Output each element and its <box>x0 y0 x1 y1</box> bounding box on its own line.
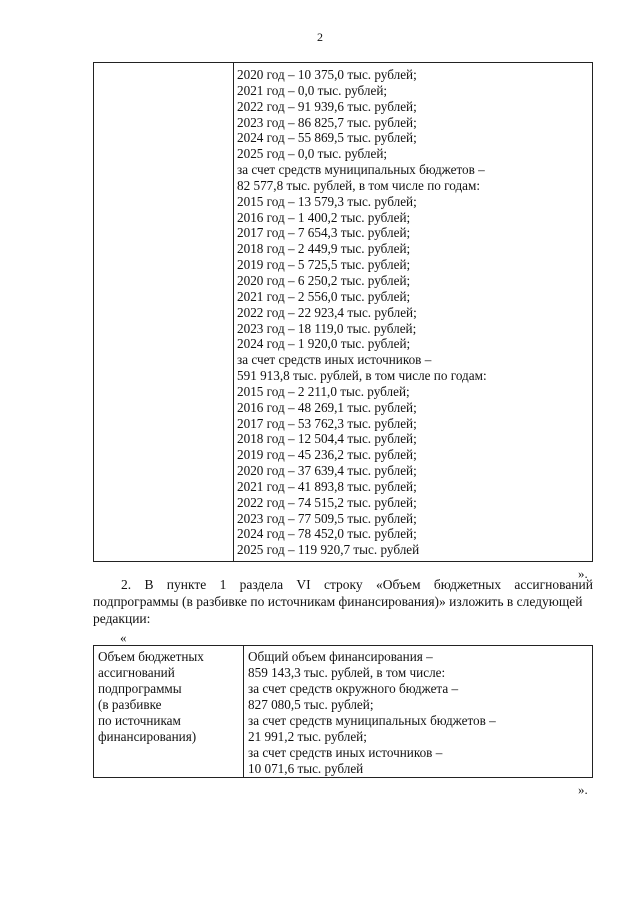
label-line: Объем бюджетных <box>98 649 204 664</box>
label-line: подпрограммы <box>98 681 182 696</box>
funding-line: за счет средств муниципальных бюджетов – <box>237 162 485 178</box>
value-line: 859 143,3 тыс. рублей, в том числе: <box>248 665 446 680</box>
label-line: финансирования) <box>98 729 197 744</box>
funding-line: 2021 год – 41 893,8 тыс. рублей; <box>237 478 417 494</box>
funding-line: 2021 год – 0,0 тыс. рублей; <box>237 82 388 98</box>
row-value-cell <box>248 649 588 777</box>
page-number: 2 <box>317 30 323 44</box>
funding-line: 2016 год – 48 269,1 тыс. рублей; <box>237 399 417 415</box>
funding-line: 2016 год – 1 400,2 тыс. рублей; <box>237 209 411 225</box>
funding-line: 2022 год – 91 939,6 тыс. рублей; <box>237 98 417 114</box>
funding-line: 2024 год – 55 869,5 тыс. рублей; <box>237 130 417 146</box>
funding-line: 2015 год – 2 211,0 тыс. рублей; <box>237 383 410 399</box>
label-line: ассигнований <box>98 665 175 680</box>
paragraph-line: редакции: <box>93 611 151 626</box>
closing-quote: ». <box>578 566 588 581</box>
funding-line: 2020 год – 6 250,2 тыс. рублей; <box>237 272 411 288</box>
label-line: по источникам <box>98 713 181 728</box>
funding-line: 2022 год – 74 515,2 тыс. рублей; <box>237 494 417 510</box>
opening-quote: « <box>120 630 127 645</box>
value-line: 10 071,6 тыс. рублей <box>248 761 364 776</box>
paragraph-line: 2. В пункте 1 раздела VI строку «Объем бюджетных ассигнований <box>121 577 593 592</box>
paragraph-line: подпрограммы (в разбивке по источникам финансирования)» изложить в следующей <box>93 594 583 609</box>
funding-line: 2018 год – 12 504,4 тыс. рублей; <box>237 431 417 447</box>
funding-line: 2020 год – 10 375,0 тыс. рублей; <box>237 67 417 82</box>
closing-quote: ». <box>578 782 588 797</box>
funding-line: 2024 год – 1 920,0 тыс. рублей; <box>237 336 411 352</box>
funding-lines <box>237 67 587 558</box>
funding-line: 2025 год – 0,0 тыс. рублей; <box>237 146 388 162</box>
funding-line: 2022 год – 22 923,4 тыс. рублей; <box>237 304 417 320</box>
funding-line: 2017 год – 53 762,3 тыс. рублей; <box>237 415 417 431</box>
funding-line: 2019 год – 45 236,2 тыс. рублей; <box>237 447 417 463</box>
funding-line: 2023 год – 18 119,0 тыс. рублей; <box>237 320 417 336</box>
budget-allocation-table <box>93 645 593 778</box>
funding-line: 2015 год – 13 579,3 тыс. рублей; <box>237 193 417 209</box>
funding-table-continued <box>93 62 593 562</box>
funding-line: 2023 год – 86 825,7 тыс. рублей; <box>237 114 417 130</box>
funding-line: за счет средств иных источников – <box>237 352 432 368</box>
funding-line: 2020 год – 37 639,4 тыс. рублей; <box>237 463 417 479</box>
funding-line: 2021 год – 2 556,0 тыс. рублей; <box>237 288 411 304</box>
value-line: Общий объем финансирования – <box>248 649 433 664</box>
funding-line: 2018 год – 2 449,9 тыс. рублей; <box>237 241 411 257</box>
value-line: за счет средств иных источников – <box>248 745 443 760</box>
label-line: (в разбивке <box>98 697 162 712</box>
funding-line: 2025 год – 119 920,7 тыс. рублей <box>237 542 420 558</box>
funding-line: 2023 год – 77 509,5 тыс. рублей; <box>237 510 417 526</box>
funding-line: 591 913,8 тыс. рублей, в том числе по годам: <box>237 368 487 384</box>
table-column-divider <box>233 63 234 561</box>
funding-line: 82 577,8 тыс. рублей, в том числе по годам: <box>237 177 481 193</box>
amendment-paragraph <box>93 576 593 627</box>
table-column-divider <box>243 646 244 777</box>
funding-line: 2019 год – 5 725,5 тыс. рублей; <box>237 257 411 273</box>
value-line: 827 080,5 тыс. рублей; <box>248 697 374 712</box>
funding-line: 2017 год – 7 654,3 тыс. рублей; <box>237 225 411 241</box>
value-line: за счет средств окружного бюджета – <box>248 681 459 696</box>
funding-line: 2024 год – 78 452,0 тыс. рублей; <box>237 526 417 542</box>
value-line: за счет средств муниципальных бюджетов – <box>248 713 496 728</box>
row-label-cell <box>98 649 240 745</box>
value-line: 21 991,2 тыс. рублей; <box>248 729 367 744</box>
